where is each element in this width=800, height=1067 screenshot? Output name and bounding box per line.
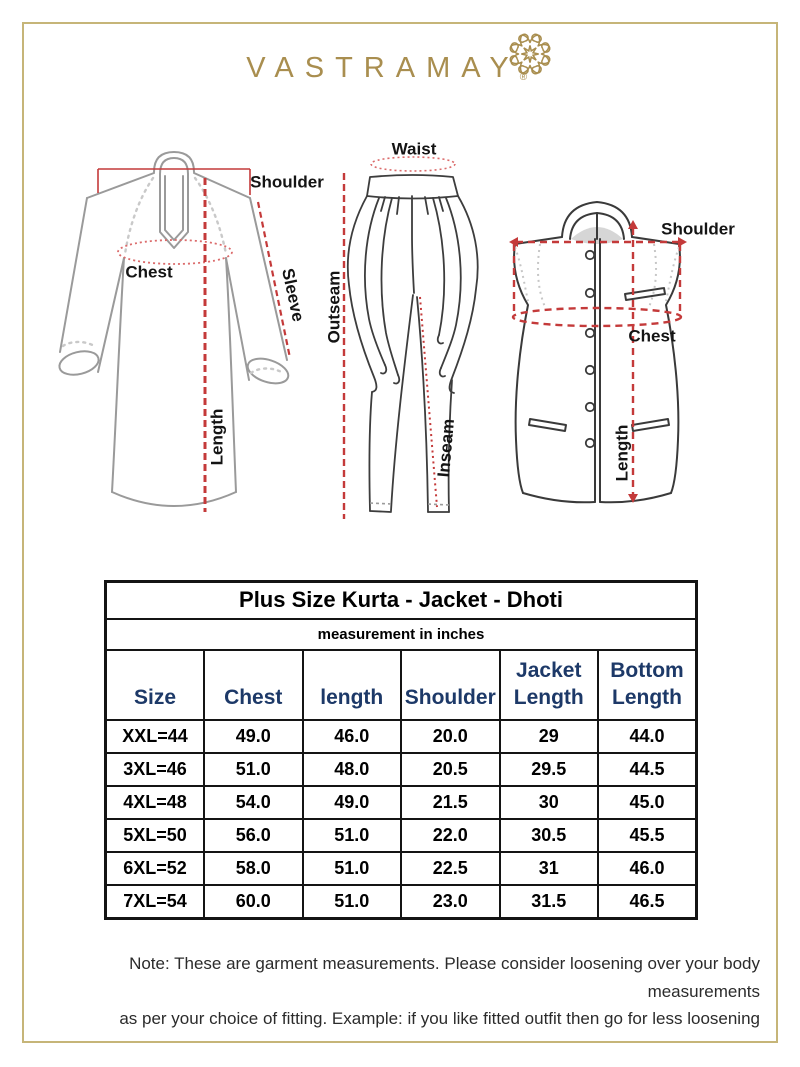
dhoti-waist-label: Waist bbox=[391, 139, 437, 159]
measurement-cell: 46.0 bbox=[598, 852, 697, 885]
dhoti-inseam-label: Inseam bbox=[433, 417, 459, 479]
col-header-bottom-length: Bottom Length bbox=[598, 650, 697, 720]
measurement-cell: 22.5 bbox=[401, 852, 500, 885]
note-line-1: Note: These are garment measurements. Please consider loosening over your body measurements bbox=[129, 954, 760, 1001]
kurta-shoulder-label: Shoulder bbox=[250, 172, 324, 192]
kurta-measurement-diagram bbox=[50, 140, 324, 555]
measurement-cell: 51.0 bbox=[303, 885, 402, 919]
size-row bbox=[106, 852, 697, 885]
measurement-cell: 44.5 bbox=[598, 753, 697, 786]
kurta-drawing bbox=[50, 140, 320, 555]
measurement-cell: 31.5 bbox=[500, 885, 599, 919]
measurement-cell: 51.0 bbox=[204, 753, 303, 786]
jacket-measurement-diagram bbox=[500, 195, 740, 515]
col-header-shoulder: Shoulder bbox=[401, 650, 500, 720]
kurta-chest-label: Chest bbox=[125, 262, 173, 282]
size-cell: 5XL=50 bbox=[106, 819, 205, 852]
table-header-row bbox=[106, 650, 697, 720]
col-header-size: Size bbox=[106, 650, 205, 720]
mandala-flower-icon bbox=[506, 30, 554, 78]
size-cell: 7XL=54 bbox=[106, 885, 205, 919]
measurement-cell: 30.5 bbox=[500, 819, 599, 852]
jacket-shoulder-label: Shoulder bbox=[661, 219, 735, 239]
measurement-cell: 29 bbox=[500, 720, 599, 753]
jacket-chest-label: Chest bbox=[628, 326, 676, 346]
registered-trademark: ® bbox=[519, 72, 528, 83]
col-header-chest: Chest bbox=[204, 650, 303, 720]
brand-logo bbox=[0, 30, 800, 85]
measurement-cell: 51.0 bbox=[303, 819, 402, 852]
measurement-cell: 46.0 bbox=[303, 720, 402, 753]
measurement-cell: 20.0 bbox=[401, 720, 500, 753]
size-row bbox=[106, 720, 697, 753]
size-cell: XXL=44 bbox=[106, 720, 205, 753]
measurement-cell: 21.5 bbox=[401, 786, 500, 819]
dhoti-drawing bbox=[325, 135, 505, 555]
table-title: Plus Size Kurta - Jacket - Dhoti bbox=[106, 582, 697, 620]
measurement-cell: 20.5 bbox=[401, 753, 500, 786]
col-header-jacket-length: Jacket Length bbox=[500, 650, 599, 720]
measurement-cell: 22.0 bbox=[401, 819, 500, 852]
measurement-cell: 58.0 bbox=[204, 852, 303, 885]
measurement-note bbox=[42, 950, 760, 1033]
measurement-cell: 30 bbox=[500, 786, 599, 819]
measurement-cell: 29.5 bbox=[500, 753, 599, 786]
size-row bbox=[106, 753, 697, 786]
measurement-cell: 49.0 bbox=[204, 720, 303, 753]
measurement-cell: 46.5 bbox=[598, 885, 697, 919]
size-cell: 4XL=48 bbox=[106, 786, 205, 819]
measurement-cell: 60.0 bbox=[204, 885, 303, 919]
brand-name: VASTRAMAY bbox=[246, 52, 520, 84]
measurement-cell: 48.0 bbox=[303, 753, 402, 786]
size-row bbox=[106, 786, 697, 819]
measurement-cell: 51.0 bbox=[303, 852, 402, 885]
size-cell: 3XL=46 bbox=[106, 753, 205, 786]
measurement-cell: 56.0 bbox=[204, 819, 303, 852]
measurement-cell: 23.0 bbox=[401, 885, 500, 919]
dhoti-outseam-label: Outseam bbox=[324, 270, 344, 344]
kurta-length-label: Length bbox=[207, 408, 227, 466]
measurement-cell: 54.0 bbox=[204, 786, 303, 819]
dhoti-measurement-diagram bbox=[325, 135, 505, 555]
jacket-length-label: Length bbox=[612, 424, 632, 482]
measurement-cell: 45.0 bbox=[598, 786, 697, 819]
measurement-cell: 31 bbox=[500, 852, 599, 885]
col-header-length: length bbox=[303, 650, 402, 720]
table-subtitle: measurement in inches bbox=[106, 619, 697, 650]
measurement-cell: 49.0 bbox=[303, 786, 402, 819]
size-row bbox=[106, 819, 697, 852]
note-line-2: as per your choice of fitting. Example: if you like fitted outfit then go for less loosening bbox=[119, 1009, 760, 1029]
measurement-cell: 45.5 bbox=[598, 819, 697, 852]
size-row bbox=[106, 885, 697, 919]
size-cell: 6XL=52 bbox=[106, 852, 205, 885]
size-chart-table bbox=[104, 580, 698, 920]
kurta-sleeve-label: Sleeve bbox=[278, 266, 308, 324]
measurement-cell: 44.0 bbox=[598, 720, 697, 753]
